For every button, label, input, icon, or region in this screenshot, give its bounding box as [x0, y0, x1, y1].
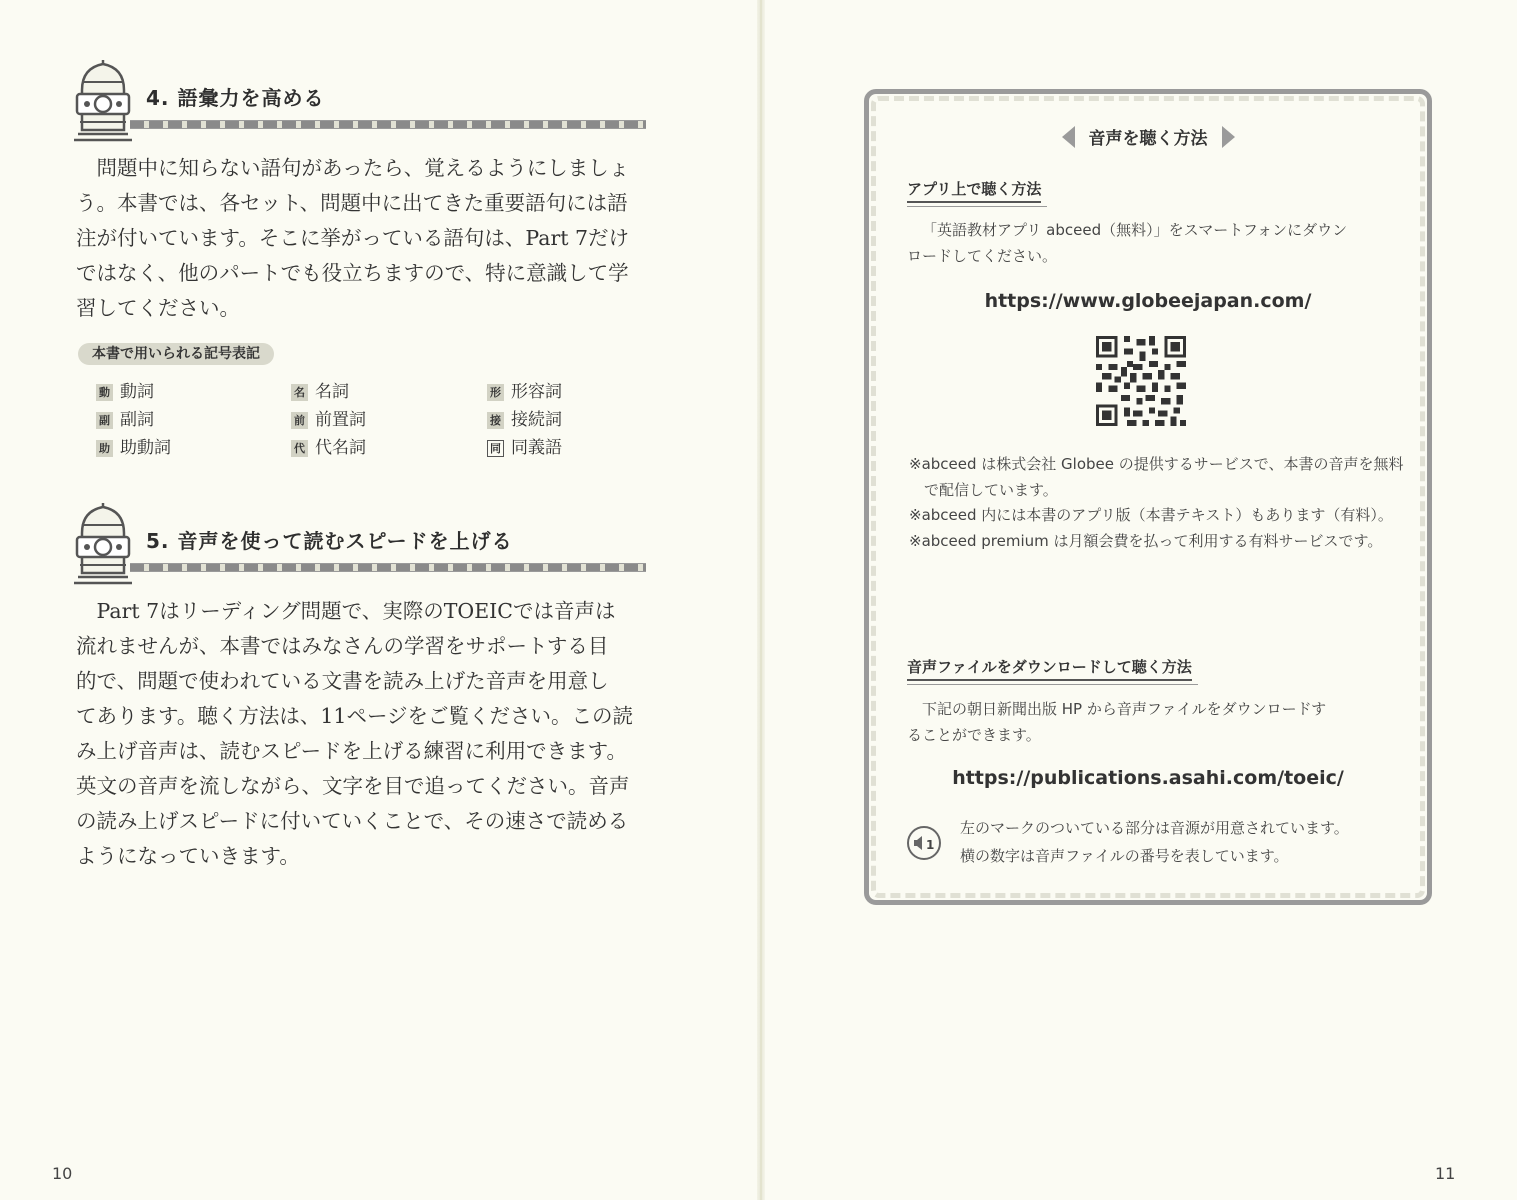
legend-text: 名詞 — [315, 382, 349, 402]
legend-item — [291, 433, 366, 458]
body-line: 的で、問題で使われている文書を読み上げた音声を用意し — [76, 669, 609, 693]
body-line: う。本書では、各セット、問題中に出てきた重要語句には語 — [76, 191, 628, 215]
box-title-text: 音声を聴く方法 — [1088, 129, 1208, 149]
page-number: 11 — [1435, 1164, 1456, 1183]
download-instructions — [907, 696, 1399, 748]
note-item: ※abceed premium は月額会費を払って利用する有料サービスです。 — [909, 531, 1383, 550]
asahi-url-link[interactable]: https://publications.asahi.com/toeic/ — [952, 767, 1344, 789]
body-line: み上げ音声は、読むスピードを上げる練習に利用できます。 — [76, 739, 628, 763]
right-page — [764, 0, 1517, 1200]
box-title — [864, 124, 1432, 149]
section-5-body — [76, 594, 646, 874]
text-line: 下記の朝日新聞出版 HP から音声ファイルをダウンロードす — [922, 700, 1327, 718]
text-line: 左のマークのついている部分は音源が用意されています。 — [960, 819, 1349, 837]
legend-text: 助動詞 — [120, 438, 171, 458]
triangle-right-icon — [1222, 126, 1235, 148]
legend-text: 同義語 — [511, 438, 562, 458]
legend-label: 本書で用いられる記号表記 — [78, 343, 274, 365]
legend-mark: 名 — [291, 384, 308, 401]
section-title: 5. 音声を使って読むスピードを上げる — [146, 529, 513, 553]
body-line: てあります。聴く方法は、11ページをご覧ください。この読 — [76, 704, 634, 728]
section-4-heading — [74, 60, 646, 130]
legend-text: 前置詞 — [315, 410, 366, 430]
rail-divider — [130, 120, 646, 129]
rail-divider — [130, 563, 646, 572]
body-line: Part 7はリーディング問題で、実際のTOEICでは音声は — [96, 599, 616, 623]
legend-item — [96, 433, 171, 458]
download-method-heading: 音声ファイルをダウンロードして聴く方法 — [907, 656, 1192, 681]
legend-mark: 同 — [487, 440, 504, 457]
legend-text: 形容詞 — [511, 382, 562, 402]
app-method-heading: アプリ上で聴く方法 — [907, 178, 1041, 203]
legend-text: 動詞 — [120, 382, 154, 402]
text-line: 「英語教材アプリ abceed（無料）」をスマートフォンにダウン — [922, 221, 1348, 239]
text-line: ることができます。 — [907, 726, 1041, 744]
notes-list — [909, 452, 1407, 554]
section-title: 4. 語彙力を高める — [146, 86, 325, 110]
legend-item — [96, 377, 154, 402]
legend-mark: 助 — [96, 440, 113, 457]
legend-item — [487, 433, 562, 458]
body-line: 習してください。 — [76, 296, 240, 320]
triangle-left-icon — [1062, 126, 1075, 148]
legend-text: 代名詞 — [315, 438, 366, 458]
train-icon — [74, 503, 132, 585]
note-item: ※abceed 内には本書のアプリ版（本書テキスト）もあります（有料）。 — [909, 506, 1393, 524]
body-line: 問題中に知らない語句があったら、覚えるようにしましょ — [96, 156, 630, 180]
globee-url-link[interactable]: https://www.globeejapan.com/ — [984, 290, 1312, 312]
legend-mark: 代 — [291, 440, 308, 457]
body-line: 注が付いています。そこに挙がっている語句は、Part 7だけ — [76, 226, 630, 250]
legend-item — [291, 405, 366, 430]
body-line: の読み上げスピードに付いていくことで、その速さで読める — [76, 809, 629, 833]
legend-text: 接続詞 — [511, 410, 562, 430]
body-line: ようになっていきます。 — [76, 844, 300, 868]
legend-mark: 前 — [291, 412, 308, 429]
body-line: 英文の音声を流しながら、文字を目で追ってください。音声 — [76, 774, 630, 798]
legend-item — [487, 405, 562, 430]
legend-mark: 形 — [487, 384, 504, 401]
legend-mark: 接 — [487, 412, 504, 429]
legend-text: 副詞 — [120, 410, 154, 430]
train-icon — [74, 60, 132, 142]
qr-code[interactable] — [1096, 336, 1186, 426]
section-4-body — [76, 151, 646, 326]
legend-mark: 動 — [96, 384, 113, 401]
audio-speaker-icon — [907, 826, 941, 860]
audio-mark-explanation — [960, 814, 1410, 870]
legend-item — [96, 405, 154, 430]
body-line: 流れませんが、本書ではみなさんの学習をサポートする目 — [76, 634, 609, 658]
note-item: ※abceed は株式会社 Globee の提供するサービスで、本書の音声を無料で配信しています。 — [909, 455, 1404, 499]
legend-item — [291, 377, 349, 402]
text-line: ロードしてください。 — [907, 247, 1058, 265]
legend-item — [487, 377, 562, 402]
body-line: ではなく、他のパートでも役立ちますので、特に意識して学 — [76, 261, 629, 285]
app-instructions — [907, 217, 1399, 269]
legend-mark: 副 — [96, 412, 113, 429]
page-number: 10 — [52, 1164, 73, 1183]
audio-track-number: 1 — [926, 838, 935, 852]
text-line: 横の数字は音声ファイルの番号を表しています。 — [960, 847, 1289, 865]
section-5-heading — [74, 503, 646, 573]
